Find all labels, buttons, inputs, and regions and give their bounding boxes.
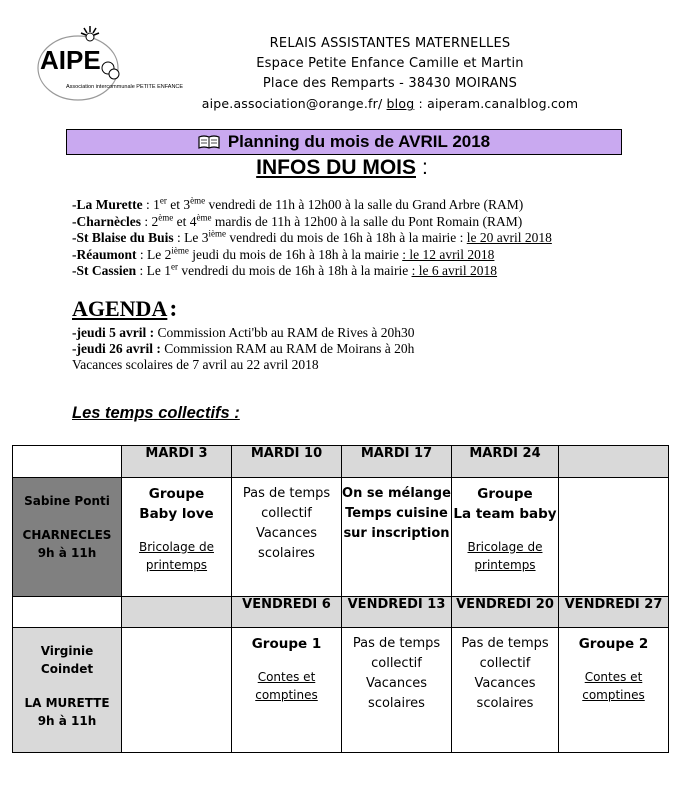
- table-header-row: [13, 597, 669, 628]
- leader-name: Sabine Ponti: [24, 494, 110, 508]
- schedule-cell: On se mélange Temps cuisine sur inscription: [342, 478, 452, 597]
- planning-title: Planning du mois de AVRIL 2018: [227, 132, 491, 151]
- schedule-cell: Groupe 1 Contes et comptines: [232, 628, 342, 753]
- info-date: : le 12 avril 2018: [402, 246, 495, 262]
- schedule-table: [12, 445, 669, 753]
- info-place: -St Blaise du Buis: [72, 230, 174, 245]
- leader-hours: 9h à 11h: [37, 714, 97, 728]
- open-book-icon: [198, 134, 220, 150]
- info-date: le 20 avril 2018: [466, 230, 552, 245]
- leader-place: CHARNECLES: [22, 528, 112, 542]
- schedule-cell: Groupe 2 Contes et comptines: [559, 628, 669, 753]
- day-header: MARDI 17: [342, 446, 452, 478]
- day-header: VENDREDI 20: [452, 597, 559, 628]
- infos-heading: [0, 156, 684, 180]
- info-date: : le 6 avril 2018: [411, 263, 498, 278]
- info-row: -La Murette : 1er et 3ème vendredi de 11h à 12h00 à la salle du Grand Arbre (RAM): [72, 195, 524, 212]
- planning-banner: [66, 129, 622, 155]
- schedule-cell: [122, 628, 232, 753]
- schedule-cell: [559, 478, 669, 597]
- blog-separator: :: [414, 96, 428, 111]
- leader-place: LA MURETTE: [24, 696, 110, 710]
- agenda-note: Vacances scolaires de 7 avril au 22 avril 2018: [72, 357, 319, 372]
- schedule-cell: Pas de temps collectif Vacances scolaires: [342, 628, 452, 753]
- empty-corner-cell: [13, 597, 122, 628]
- info-place: -La Murette: [72, 197, 143, 212]
- leader-hours: 9h à 11h: [37, 546, 97, 560]
- info-place: -Charnècles: [72, 213, 141, 229]
- agenda-title: AGENDA: [72, 296, 168, 321]
- org-line-3: Place des Remparts - 38430 MOIRANS: [262, 76, 518, 91]
- schedule-cell: Pas de temps collectif Vacances scolaires: [452, 628, 559, 753]
- schedule-cell: Pas de temps collectif Vacances scolaires: [232, 478, 342, 597]
- info-row: -Charnècles : 2ème et 4ème mardis de 11h à 12h00 à la salle du Pont Romain (RAM): [72, 212, 523, 229]
- collectifs-title: Les temps collectifs :: [72, 404, 240, 422]
- leader-name: Virginie Coindet: [40, 644, 94, 676]
- day-header: VENDREDI 13: [342, 597, 452, 628]
- info-place: -St Cassien: [72, 263, 137, 278]
- infos-colon: :: [422, 156, 428, 179]
- day-header: [559, 446, 669, 478]
- leader-cell-sabine: [13, 478, 122, 597]
- email-link[interactable]: aipe.association@orange.fr/: [201, 96, 383, 111]
- logo-tagline: Association intercommunale PETITE ENFANCE: [66, 84, 184, 90]
- aipe-logo: [32, 22, 184, 102]
- blog-label[interactable]: blog: [386, 96, 415, 111]
- schedule-cell: Groupe Baby love Bricolage de printemps: [122, 478, 232, 597]
- schedule-cell: Groupe La team baby Bricolage de printemps: [452, 478, 559, 597]
- agenda-item: -jeudi 26 avril : Commission RAM au RAM de Moirans à 20h: [72, 341, 415, 356]
- org-line-1: RELAIS ASSISTANTES MATERNELLES: [269, 36, 511, 51]
- organization-header: [150, 34, 630, 114]
- table-header-row: [13, 446, 669, 478]
- day-header: VENDREDI 27: [559, 597, 669, 628]
- day-header: MARDI 3: [122, 446, 232, 478]
- day-header: MARDI 10: [232, 446, 342, 478]
- agenda-colon: :: [169, 296, 178, 322]
- info-row: -Réaumont : Le 2ième jeudi du mois de 16h à 18h à la mairie : le 12 avril 2018: [72, 245, 495, 262]
- blog-url[interactable]: aiperam.canalblog.com: [427, 96, 579, 111]
- agenda-list: [72, 325, 415, 373]
- infos-title: INFOS DU MOIS: [256, 156, 416, 179]
- day-header: [122, 597, 232, 628]
- table-row: [13, 478, 669, 597]
- contact-line: [150, 94, 630, 114]
- info-place: -Réaumont: [72, 246, 137, 262]
- day-header: VENDREDI 6: [232, 597, 342, 628]
- infos-list: [72, 197, 552, 280]
- agenda-item: -jeudi 5 avril : Commission Acti'bb au RAM de Rives à 20h30: [72, 325, 415, 340]
- empty-corner-cell: [13, 446, 122, 478]
- logo-text: AIPE: [40, 45, 101, 75]
- table-row: [13, 628, 669, 753]
- day-header: MARDI 24: [452, 446, 559, 478]
- agenda-heading: [72, 296, 177, 323]
- info-row: -St Blaise du Buis : Le 3ième vendredi du mois de 16h à 18h à la mairie : le 20 avril 2018: [72, 228, 552, 245]
- leader-cell-virginie: [13, 628, 122, 753]
- org-line-2: Espace Petite Enfance Camille et Martin: [256, 56, 524, 71]
- info-row: -St Cassien : Le 1er vendredi du mois de 16h à 18h à la mairie : le 6 avril 2018: [72, 261, 498, 278]
